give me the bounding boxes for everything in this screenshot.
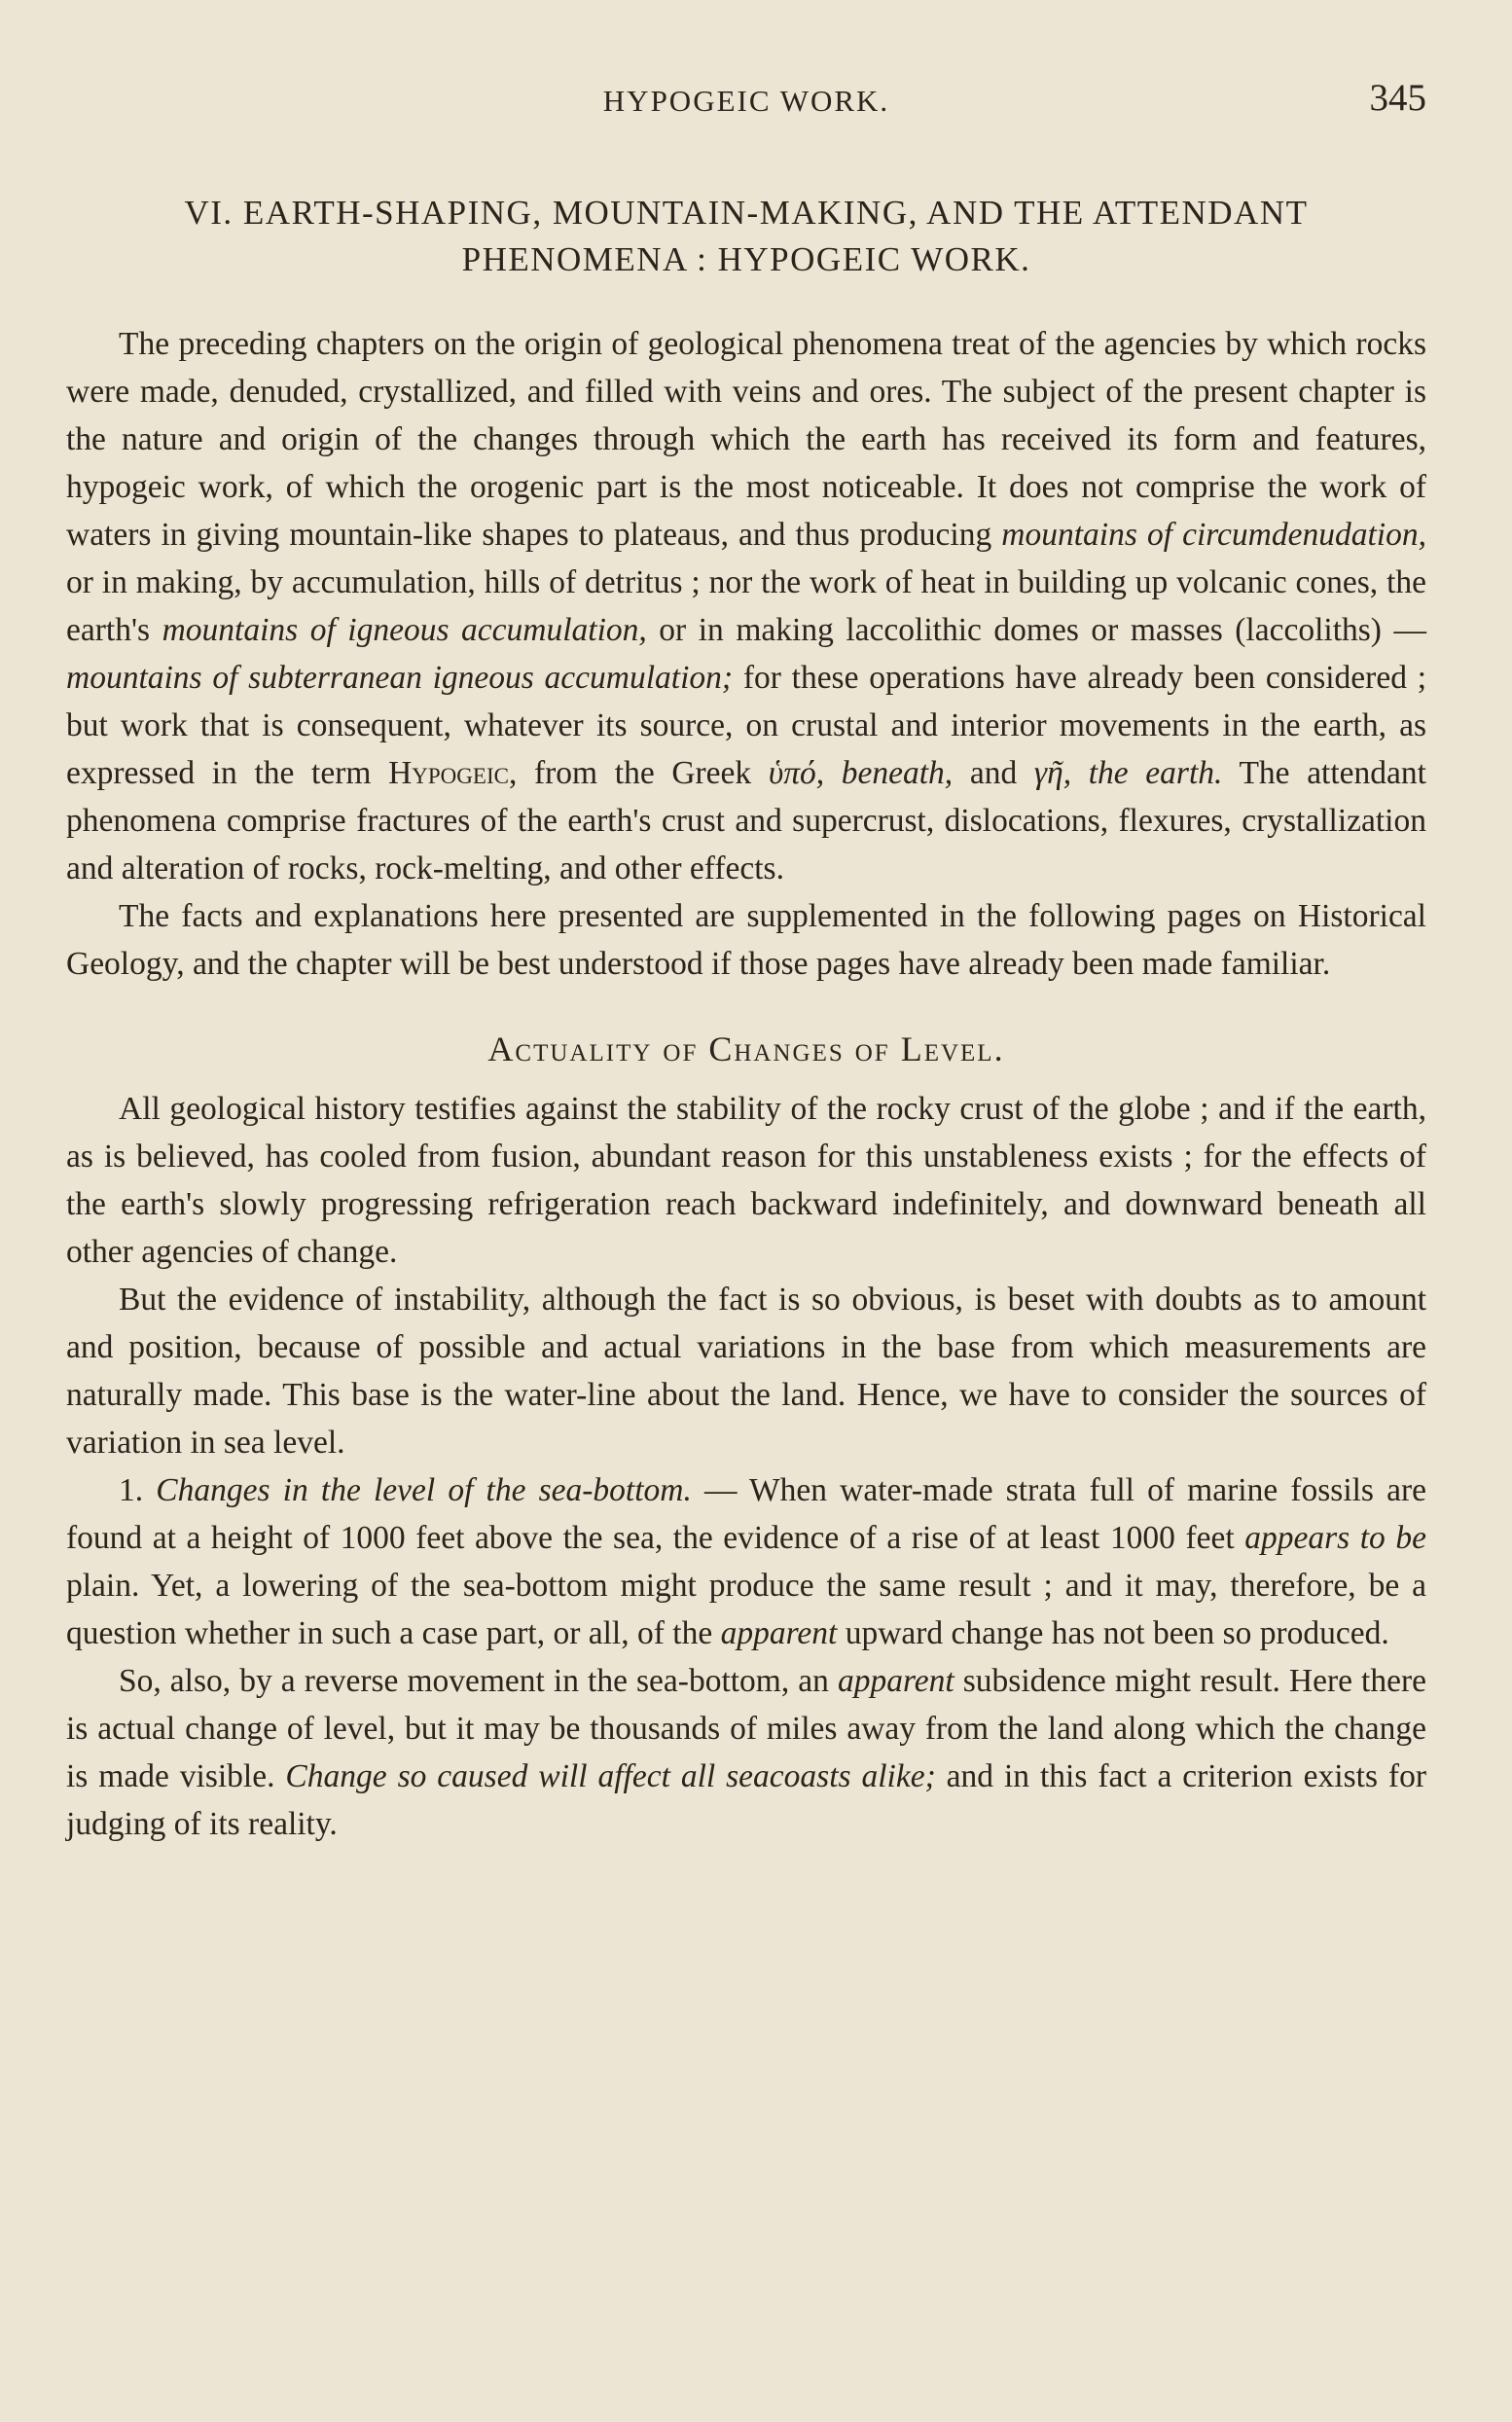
paragraph-5	[66, 1466, 1426, 1657]
p5-italic-d: appears to be	[1244, 1520, 1426, 1556]
p5-text-a: 1.	[119, 1472, 157, 1508]
p5-text-g: upward change has not been so produced.	[837, 1615, 1389, 1651]
p5-italic-b: Changes in the level of the sea-bottom.	[156, 1472, 692, 1508]
p1-text-i: from the Greek	[517, 755, 769, 791]
paragraph-1	[66, 320, 1426, 892]
p1-text-a: The preceding chapters on the origin of geological phenomena treat of the agencies by which rocks were made, denuded, crystallized, and filled with veins and ores. The subject of the present chapter is the nature and origin of the changes through which the earth has received its form and features, hypogeic work, of which the orogenic part is the most noticeable. It does not comprise the work of waters in giving mountain-like shapes to plateaus, and thus producing	[66, 326, 1426, 553]
p1-text-k: and	[953, 755, 1034, 791]
p5-text-e: plain. Yet, a lowering of the sea-bottom might produce the same result ; and it may, therefore, be a question whether in such a case part, or all, of the	[66, 1568, 1426, 1651]
p1-smallcaps-h: Hypogeic,	[388, 755, 518, 791]
paragraph-4: But the evidence of instability, although the fact is so obvious, is beset with doubts as to amount and position, because of possible and actual variations in the base from which measurements are naturally made. This base is the water-line about the land. Hence, we have to consider the sources of variation in sea level.	[66, 1282, 1426, 1461]
section-heading: Actuality of Changes of Level.	[487, 1030, 1005, 1068]
p6-text-a: So, also, by a reverse movement in the sea-bottom, an	[119, 1663, 838, 1699]
p1-italic-b: mountains of circumdenudation,	[1001, 517, 1426, 553]
chapter-title-line-2: PHENOMENA : HYPOGEIC WORK.	[461, 240, 1031, 278]
chapter-title-line-1: VI. EARTH-SHAPING, MOUNTAIN-MAKING, AND THE ATTENDANT	[184, 194, 1309, 232]
chapter-title	[66, 190, 1426, 283]
running-head	[66, 76, 1426, 125]
page-number: 345	[1369, 77, 1426, 119]
p1-text-c: or in making, by accumulation, hills of detritus ; nor the work of heat in building up volcanic cones, the earth's	[66, 564, 1426, 648]
paragraph-6	[66, 1657, 1426, 1848]
p1-italic-d: mountains of igneous accumulation,	[162, 612, 647, 648]
p1-text-e: or in making laccolithic domes or masses (laccoliths) —	[646, 612, 1426, 648]
p6-italic-d: Change so caused will affect all seacoasts alike;	[285, 1758, 936, 1794]
p6-text-e: and in this fact a criterion exists for judging of its reality.	[66, 1758, 1426, 1842]
p6-italic-b: apparent	[837, 1663, 954, 1699]
p1-italic-f: mountains of subterranean igneous accumulation;	[66, 660, 734, 696]
p1-italic-j: ὑπό, beneath,	[768, 755, 954, 791]
p1-italic-l: γῆ, the earth.	[1033, 755, 1223, 791]
page-content	[66, 190, 1426, 1848]
p1-text-m: The attendant phenomena comprise fractures of the earth's crust and supercrust, dislocations, flexures, crystallization and alteration of rocks, rock-melting, and other effects.	[66, 755, 1426, 886]
paragraph-3: All geological history testifies against the stability of the rocky crust of the globe ; and if the earth, as is believed, has cooled from fusion, abundant reason for this unstableness exists ; for the effects of the earth's slowly progressing refrigeration reach backward indefinitely, and downward beneath all other agencies of change.	[66, 1091, 1426, 1270]
p5-italic-f: apparent	[720, 1615, 838, 1651]
p1-text-g: for these operations have already been considered ; but work that is consequent, whatever its source, on crustal and interior movements in the earth, as expressed in the term	[66, 660, 1427, 791]
paragraph-2: The facts and explanations here presented are supplemented in the following pages on Historical Geology, and the chapter will be best understood if those pages have already been made familiar.	[66, 898, 1426, 982]
p5-text-c: — When water-made strata full of marine fossils are found at a height of 1000 feet above the sea, the evidence of a rise of at least 1000 feet	[66, 1472, 1427, 1556]
p6-text-c: subsidence might result. Here there is actual change of level, but it may be thousands of miles away from the land along which the change is made visible.	[66, 1663, 1426, 1794]
running-title: HYPOGEIC WORK.	[602, 84, 890, 118]
